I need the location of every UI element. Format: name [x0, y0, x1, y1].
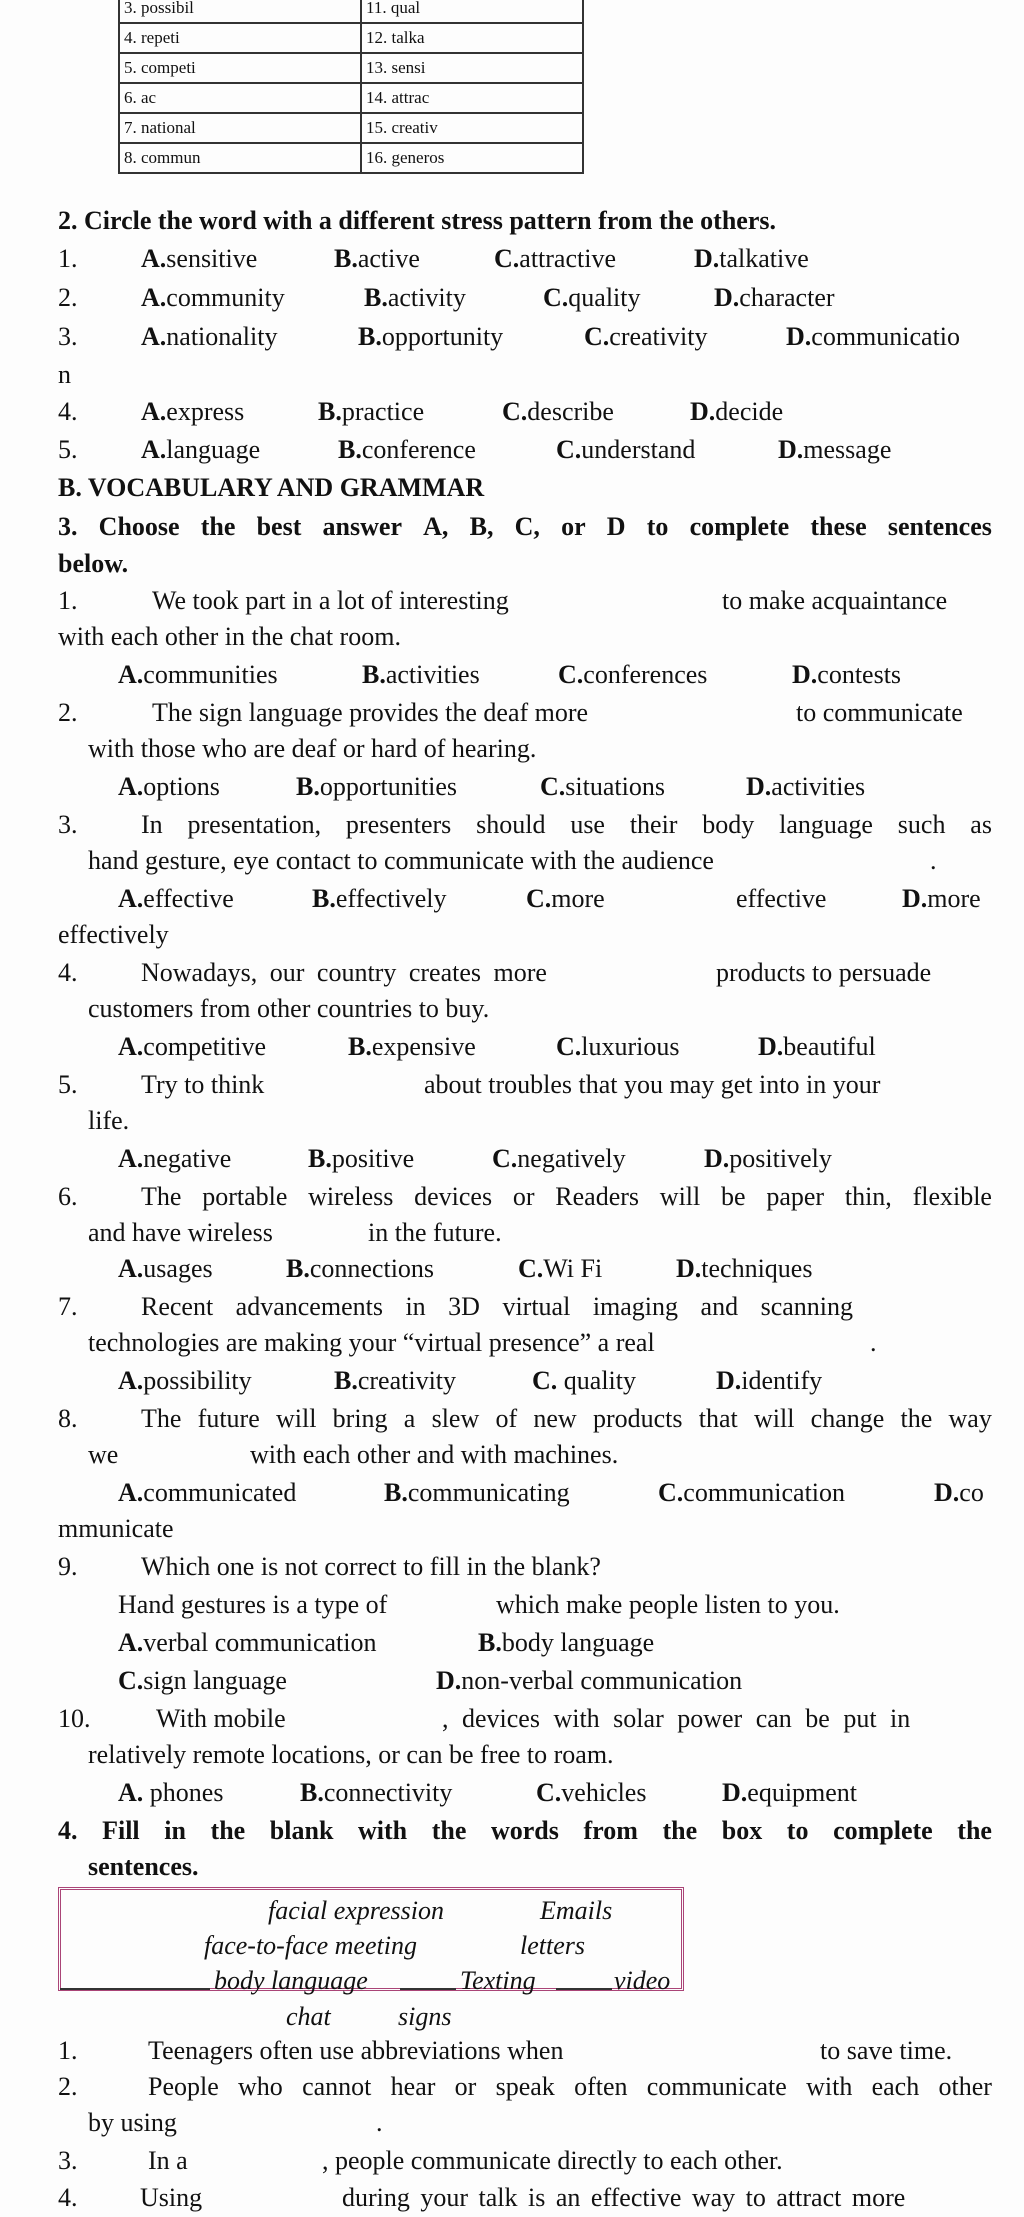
question-text: about troubles that you may get into in your	[424, 1070, 881, 1099]
table-cell: 3. possibil	[119, 0, 361, 23]
option-d: D.techniques	[676, 1254, 813, 1283]
option-c: C.understand	[556, 435, 696, 464]
question-text: Try to think	[141, 1070, 265, 1099]
option-d: D.equipment	[722, 1778, 858, 1807]
option-c: C.more	[526, 884, 605, 913]
option-a: A.language	[141, 435, 261, 464]
question-number: 3.	[58, 810, 78, 839]
option-b: B.opportunity	[358, 322, 504, 351]
table-cell: 15. creativ	[361, 113, 583, 143]
table-row	[119, 143, 583, 173]
option-b: B.expensive	[348, 1032, 476, 1061]
question-text: products to persuade	[716, 958, 932, 987]
option-a: A.nationality	[141, 322, 278, 351]
question-text: With mobile	[156, 1704, 286, 1733]
question-text: relatively remote locations, or can be free to roam.	[88, 1740, 614, 1769]
question-text: with each other and with machines.	[250, 1440, 619, 1469]
sentence-text: to save time.	[820, 2036, 953, 2065]
option-c: C.communication	[658, 1478, 846, 1507]
option-d: D.decide	[690, 397, 784, 426]
option-d: D.non-verbal communication	[436, 1666, 743, 1695]
option-d: D.beautiful	[758, 1032, 876, 1061]
question-number: 3.	[58, 322, 78, 351]
question-text: which make people listen to you.	[496, 1590, 840, 1619]
box-word: Emails	[540, 1896, 613, 1925]
sentence-text: People who cannot hear or speak often communicate with each other	[148, 2072, 992, 2101]
option-b: B.activity	[364, 283, 466, 312]
question-number: 7.	[58, 1292, 78, 1321]
question-text: We took part in a lot of interesting	[152, 586, 509, 615]
wrapped-text: mmunicate	[58, 1514, 174, 1543]
table-cell: 16. generos	[361, 143, 583, 173]
option-c: C.Wi Fi	[518, 1254, 603, 1283]
question-text: In presentation, presenters should use their body language such as	[141, 810, 992, 839]
question-text: technologies are making your “virtual presence” a real	[88, 1328, 655, 1357]
option-d: D.contests	[792, 660, 902, 689]
option-d: D.talkative	[694, 244, 809, 273]
table-cell: 5. competi	[119, 53, 361, 83]
table-row	[119, 0, 583, 23]
table-row	[119, 113, 583, 143]
question-number: 2.	[58, 698, 78, 727]
table-cell: 11. qual	[361, 0, 583, 23]
question-text: Hand gestures is a type of	[118, 1590, 388, 1619]
option-a: A.usages	[118, 1254, 213, 1283]
option-b: B.conference	[338, 435, 476, 464]
option-c: C.sign language	[118, 1666, 287, 1695]
question-number: 5.	[58, 1070, 78, 1099]
option-d: D.more	[902, 884, 981, 913]
option-c-continued: effective	[736, 884, 827, 913]
option-d: D.communicatio	[786, 322, 961, 351]
question-text: , devices with solar power can be put in	[442, 1704, 911, 1733]
sentence-text: Using	[140, 2183, 203, 2212]
option-a: A.negative	[118, 1144, 232, 1173]
box-word: facial expression	[268, 1896, 444, 1925]
question-number: 5.	[58, 435, 78, 464]
wrapped-text: n	[58, 360, 71, 389]
option-c: C.quality	[543, 283, 641, 312]
option-a: A.options	[118, 772, 220, 801]
table-row	[119, 53, 583, 83]
question-text: .	[870, 1328, 877, 1357]
option-b: B.practice	[318, 397, 425, 426]
option-c: C.luxurious	[556, 1032, 680, 1061]
table-cell: 6. ac	[119, 83, 361, 113]
question-number: 6.	[58, 1182, 78, 1211]
question-text: we	[88, 1440, 119, 1469]
box-word: video	[614, 1966, 671, 1995]
option-c: C.creativity	[584, 322, 708, 351]
option-d: D.co	[934, 1478, 984, 1507]
sentence-text: Teenagers often use abbreviations when	[148, 2036, 564, 2065]
option-c: C. quality	[532, 1366, 636, 1395]
sentence-number: 3.	[58, 2146, 78, 2175]
question-number: 10.	[58, 1704, 91, 1733]
box-word: signs	[398, 2002, 452, 2031]
option-c: C.negatively	[492, 1144, 626, 1173]
question-text: life.	[88, 1106, 130, 1135]
option-d: D.identify	[716, 1366, 823, 1395]
table-cell: 4. repeti	[119, 23, 361, 53]
question-text: with each other in the chat room.	[58, 622, 401, 651]
question-number: 8.	[58, 1404, 78, 1433]
exercise-3-heading: 3. Choose the best answer A, B, C, or D to complete these sentences	[58, 512, 992, 541]
question-number: 1.	[58, 586, 78, 615]
question-number: 4.	[58, 958, 78, 987]
word-table	[118, 0, 584, 174]
box-divider	[400, 1988, 456, 1990]
question-text: to make acquaintance	[722, 586, 948, 615]
question-text: Which one is not correct to fill in the blank?	[141, 1552, 601, 1581]
option-a: A.effective	[118, 884, 234, 913]
sentence-text: by using	[88, 2108, 177, 2137]
exercise-2-heading: 2. Circle the word with a different stress pattern from the others.	[58, 206, 776, 235]
section-title: B. VOCABULARY AND GRAMMAR	[58, 473, 485, 502]
exercise-4-heading: 4. Fill in the blank with the words from the box to complete the	[58, 1816, 992, 1845]
box-word: chat	[286, 2002, 331, 2031]
option-d: D.character	[714, 283, 835, 312]
table-cell: 7. national	[119, 113, 361, 143]
sentence-text: during your talk is an effective way to attract more	[342, 2183, 906, 2212]
option-b: B.creativity	[334, 1366, 457, 1395]
box-divider	[556, 1988, 612, 1990]
sentence-number: 2.	[58, 2072, 78, 2101]
table-cell: 8. commun	[119, 143, 361, 173]
question-text: hand gesture, eye contact to communicate with the audience	[88, 846, 714, 875]
question-number: 1.	[58, 244, 78, 273]
table-row	[119, 83, 583, 113]
sentence-number: 1.	[58, 2036, 78, 2065]
table-row	[119, 23, 583, 53]
option-b: B.activities	[362, 660, 480, 689]
option-b: B.opportunities	[296, 772, 458, 801]
option-c: C.conferences	[558, 660, 708, 689]
box-word: body language	[214, 1966, 368, 1995]
box-word: letters	[520, 1931, 585, 1960]
option-b: B.positive	[308, 1144, 415, 1173]
option-a: A.sensitive	[141, 244, 258, 273]
option-a: A.communities	[118, 660, 278, 689]
table-cell: 12. talka	[361, 23, 583, 53]
question-text: with those who are deaf or hard of hearing.	[88, 734, 537, 763]
option-b: B.body language	[478, 1628, 655, 1657]
box-word: face-to-face meeting	[204, 1931, 417, 1960]
option-a: A.competitive	[118, 1032, 267, 1061]
option-c: C.attractive	[494, 244, 616, 273]
question-text: in the future.	[368, 1218, 502, 1247]
option-d: D.activities	[746, 772, 866, 801]
box-divider	[60, 1988, 210, 1990]
option-d: D.positively	[704, 1144, 832, 1173]
option-b: B.connectivity	[300, 1778, 453, 1807]
option-a: A.express	[141, 397, 245, 426]
question-number: 2.	[58, 283, 78, 312]
exercise-3-heading-line2: below.	[58, 549, 129, 578]
question-text: .	[930, 846, 937, 875]
exercise-4-heading-line2: sentences.	[88, 1852, 199, 1881]
option-b: B.communicating	[384, 1478, 570, 1507]
box-word: Texting	[460, 1966, 536, 1995]
sentence-text: In a	[148, 2146, 188, 2175]
option-a: A.community	[141, 283, 285, 312]
option-c: C.situations	[540, 772, 665, 801]
question-number: 9.	[58, 1552, 78, 1581]
question-text: The sign language provides the deaf more	[152, 698, 589, 727]
question-text: to communicate	[796, 698, 963, 727]
option-a: A. phones	[118, 1778, 224, 1807]
option-b: B.active	[334, 244, 420, 273]
question-text: Nowadays, our country creates more	[141, 958, 547, 987]
table-cell: 14. attrac	[361, 83, 583, 113]
option-a: A.verbal communication	[118, 1628, 377, 1657]
option-b: B.connections	[286, 1254, 435, 1283]
sentence-number: 4.	[58, 2183, 78, 2212]
wrapped-text: effectively	[58, 920, 169, 949]
question-number: 4.	[58, 397, 78, 426]
question-text: The portable wireless devices or Readers will be paper thin, flexible	[141, 1182, 992, 1211]
sentence-text: .	[376, 2108, 383, 2137]
question-text: customers from other countries to buy.	[88, 994, 490, 1023]
option-d: D.message	[778, 435, 892, 464]
option-a: A.communicated	[118, 1478, 297, 1507]
sentence-text: , people communicate directly to each other.	[322, 2146, 783, 2175]
table-cell: 13. sensi	[361, 53, 583, 83]
option-b: B.effectively	[312, 884, 447, 913]
question-text: and have wireless	[88, 1218, 273, 1247]
option-a: A.possibility	[118, 1366, 252, 1395]
option-c: C.describe	[502, 397, 614, 426]
question-text: The future will bring a slew of new products that will change the way	[141, 1404, 992, 1433]
question-text: Recent advancements in 3D virtual imaging and scanning	[141, 1292, 853, 1321]
option-c: C.vehicles	[536, 1778, 647, 1807]
